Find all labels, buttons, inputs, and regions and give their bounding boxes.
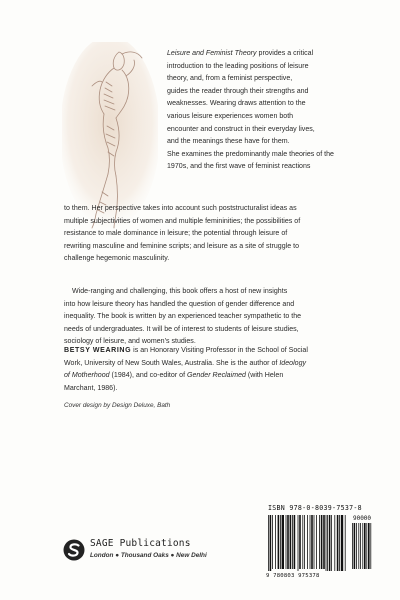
barcode-bar <box>292 515 293 569</box>
blurb-paragraph-1-continued: to them. Her perspective takes into account such poststructuralist ideas as multiple subjectivities of women and multiple femininities; the possibilities of resistance to male dominance in leisure; the potential through leisure of rewriting masculine and feminine scripts; and leisure as a site of struggle to challenge hegemonic masculinity. <box>64 205 301 263</box>
barcode-addon-bar <box>366 523 367 569</box>
figure-sketch-illustration <box>62 42 158 230</box>
barcode-bar <box>280 515 281 569</box>
barcode-bar <box>331 515 332 571</box>
barcode-addon-bar <box>370 523 371 569</box>
barcode-bar <box>334 515 335 571</box>
barcode-bar <box>339 515 340 571</box>
barcode-bar <box>290 515 292 569</box>
barcode-bar <box>275 515 276 569</box>
barcode-bar <box>323 515 325 569</box>
barcode-addon-bar <box>360 523 361 569</box>
sage-logo-icon <box>63 539 85 561</box>
barcode-bar <box>341 515 343 571</box>
barcode-bar <box>302 515 303 569</box>
blurb-paragraph-1: Leisure and Feminist Theory provides a critical introduction to the leading positions of leisure theory, and, from a feminist perspective, guides the reader through their strengths and weaknesses. Wearing draws attention to the various leisure experiences women both encounter and construct in their everyday lives, and the meanings these have for them. She examines the predominantly male theories of the 1970s, and the first wave of feminist reactions <box>167 50 334 171</box>
publisher-name: SAGE Publications <box>90 538 191 549</box>
barcode-bar <box>272 515 273 569</box>
cover-design-credit: Cover design by Design Deluxe, Bath <box>64 402 171 409</box>
barcode-addon-bar <box>368 523 370 569</box>
barcode-bar <box>298 515 299 571</box>
barcode-bar <box>287 515 289 569</box>
isbn-label: ISBN 978-0-8039-7537-8 <box>268 504 362 512</box>
barcode-bar <box>326 515 327 571</box>
author-name: BETSY WEARING <box>64 347 132 354</box>
barcode-bar <box>311 515 313 569</box>
barcode-bar <box>337 515 339 571</box>
isbn-barcode <box>266 513 378 571</box>
barcode-bar <box>310 515 311 569</box>
publisher-cities: London ● Thousand Oaks ● New Delhi <box>90 552 207 559</box>
barcode-bar <box>304 515 305 569</box>
barcode-addon-bar <box>358 523 359 569</box>
barcode-bar <box>282 515 284 569</box>
book-title-italic: Leisure and Feminist Theory <box>167 50 257 57</box>
barcode-bar <box>345 515 346 571</box>
blurb-paragraph-2: Wide-ranging and challenging, this book offers a host of new insights into how leisure theory has handled the question of gender difference and inequality. The book is written by an experienced teacher sympathetic to the needs of undergraduates. It will be of interest to students of leisure studies, sociology of leisure, and women's studies. <box>64 288 302 346</box>
barcode-bar <box>268 515 269 571</box>
barcode-bar <box>307 515 308 569</box>
barcode-addon-digits: 90000 <box>352 515 372 522</box>
barcode-digits: 9 780803 975378 <box>266 573 320 579</box>
barcode-bar <box>329 515 331 571</box>
barcode-addon-bar <box>362 523 363 569</box>
barcode-bar <box>314 515 315 569</box>
barcode-addon-bar <box>356 523 357 569</box>
barcode-bar <box>327 515 328 571</box>
barcode-bar <box>319 515 320 569</box>
barcode-bar <box>294 515 296 569</box>
author-bio: BETSY WEARING is an Honorary Visiting Professor in the School of Social Work, University of New South Wales, Australia. She is the author of Ideology of Motherhood (1984), and co-editor of Gender Reclaimed (with Helen Marchant, 1986). <box>64 347 308 392</box>
barcode-addon-bar <box>354 523 356 569</box>
barcode-bar <box>299 515 301 569</box>
barcode-addon-bar <box>352 523 353 569</box>
barcode-bar <box>270 515 272 571</box>
barcode-bar <box>278 515 280 569</box>
barcode-addon-bar <box>364 523 366 569</box>
barcode-bar <box>286 515 287 569</box>
barcode-bar <box>321 515 323 569</box>
barcode-bar <box>316 515 317 569</box>
